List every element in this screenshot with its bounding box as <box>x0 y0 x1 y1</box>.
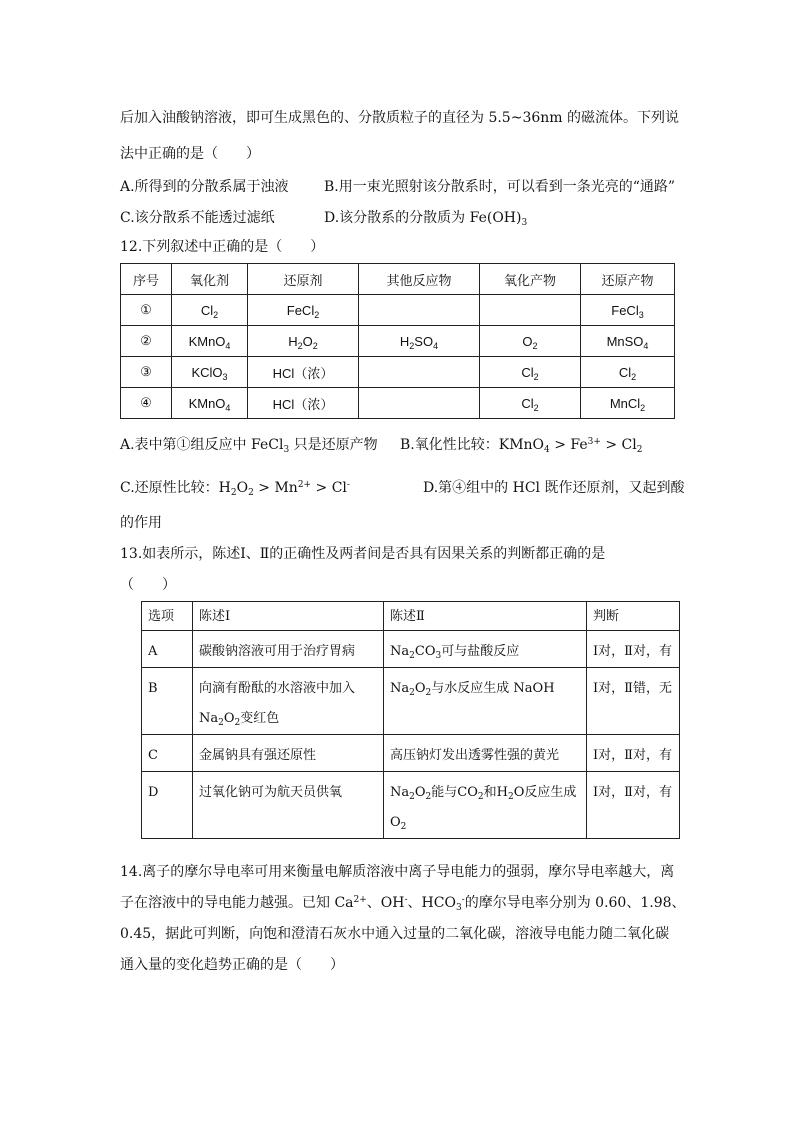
q11-stem-line2: 法中正确的是（ ） <box>120 146 260 162</box>
table-cell: 高压钠灯发出透雾性强的黄光 <box>384 735 587 772</box>
table-cell: $Cl_2$ <box>480 388 581 419</box>
q12-option-d-line1: D.第④组中的 HCl 既作还原剂，又起到酸 <box>423 480 685 496</box>
table-cell: KMnO$_4$ <box>172 326 248 357</box>
table-cell: ③ <box>121 357 172 388</box>
col-header: 选项 <box>142 602 193 631</box>
q14-line3: 0.45，据此可判断，向饱和澄清石灰水中通入过量的二氧化碳，溶液导电能力随二氧化碳 <box>120 926 670 942</box>
q11-option-b: B.用一束光照射该分散系时，可以看到一条光亮的“通路” <box>324 179 676 195</box>
q12-stem: 12.下列叙述中正确的是（ ） <box>120 239 325 255</box>
q13-table <box>141 601 680 839</box>
table-row <box>142 631 680 668</box>
q12-option-b: B.氧化性比较：KMnO$_4$ > $Fe^{3+} > Cl_2$ <box>400 437 643 455</box>
table-cell: Ⅰ对，Ⅱ对，有 <box>587 631 680 668</box>
table-cell: $H_2SO_4$ <box>359 326 480 357</box>
col-header: 氧化剂 <box>172 264 248 295</box>
table-row <box>142 735 680 772</box>
table-row <box>121 357 675 388</box>
q12-table <box>120 263 675 419</box>
table-cell: FeCl$_2$ <box>248 295 359 326</box>
table-row <box>121 388 675 419</box>
q14-line2: 子在溶液中的导电能力越强。已知 $Ca^{2+}$、OH-、$HCO_3^-$的摩尔导电率分别为 0.60、1.98、 <box>120 895 686 913</box>
col-header: 序号 <box>121 264 172 295</box>
table-cell: Ⅰ对，Ⅱ对，有 <box>587 735 680 772</box>
table-cell: ② <box>121 326 172 357</box>
table-cell: $Na_2CO_3$可与盐酸反应 <box>384 631 587 668</box>
table-cell: $Cl_2$ <box>172 295 248 326</box>
table-cell: $Cl_2$ <box>480 357 581 388</box>
col-header: 陈述Ⅰ <box>193 602 384 631</box>
q14-line1: 14.离子的摩尔导电率可用来衡量电解质溶液中离子导电能力的强弱，摩尔导电率越大，离 <box>120 864 675 880</box>
col-header: 氧化产物 <box>480 264 581 295</box>
table-cell <box>359 357 480 388</box>
table-header-row <box>142 602 680 631</box>
table-cell <box>480 295 581 326</box>
table-cell: HCl（浓） <box>248 388 359 419</box>
table-cell: $Na_2O_2$能与$CO_2$和$H_2O$反应生成$O_2$ <box>384 772 587 839</box>
table-cell: 金属钠具有强还原性 <box>193 735 384 772</box>
q11-option-d: D.该分散系的分散质为 $Fe(OH)_3$ <box>324 210 528 228</box>
table-cell: $H_2O_2$ <box>248 326 359 357</box>
table-cell: KMnO$_4$ <box>172 388 248 419</box>
table-cell <box>359 388 480 419</box>
q12-option-a: A.表中第①组反应中 FeCl$_3$ 只是还原产物 <box>120 437 378 455</box>
table-cell: ① <box>121 295 172 326</box>
table-cell: $Na_2O_2$与水反应生成 NaOH <box>384 668 587 735</box>
q14-line4: 通入量的变化趋势正确的是（ ） <box>120 957 344 973</box>
q13-stem: 13.如表所示，陈述Ⅰ、Ⅱ的正确性及两者间是否具有因果关系的判断都正确的是 <box>120 546 606 562</box>
table-cell: ④ <box>121 388 172 419</box>
col-header: 判断 <box>587 602 680 631</box>
table-cell: Ⅰ对，Ⅱ错，无 <box>587 668 680 735</box>
table-cell: KClO$_3$ <box>172 357 248 388</box>
q13-answer-paren: （ ） <box>120 577 176 593</box>
table-row <box>121 295 675 326</box>
col-header: 还原产物 <box>581 264 675 295</box>
col-header: 其他反应物 <box>359 264 480 295</box>
table-cell: C <box>142 735 193 772</box>
col-header: 陈述Ⅱ <box>384 602 587 631</box>
table-cell: A <box>142 631 193 668</box>
q12-option-d-line2: 的作用 <box>120 515 162 531</box>
table-cell: MnCl$_2$ <box>581 388 675 419</box>
q11-option-a: A.所得到的分散系属于浊液 <box>120 179 289 195</box>
table-cell: FeCl$_3$ <box>581 295 675 326</box>
table-cell: D <box>142 772 193 839</box>
table-cell: $O_2$ <box>480 326 581 357</box>
q11-option-c: C.该分散系不能透过滤纸 <box>120 210 275 226</box>
table-row <box>142 772 680 839</box>
table-row <box>142 668 680 735</box>
table-cell: Ⅰ对，Ⅱ对，有 <box>587 772 680 839</box>
table-header-row <box>121 264 675 295</box>
q12-option-c: C.还原性比较：$H_2O_2 > Mn^{2+} > Cl^-$ <box>120 480 350 498</box>
table-cell: MnSO$_4$ <box>581 326 675 357</box>
table-cell: 碳酸钠溶液可用于治疗胃病 <box>193 631 384 668</box>
table-cell: $Cl_2$ <box>581 357 675 388</box>
q11-stem-line1: 后加入油酸钠溶液，即可生成黑色的、分散质粒子的直径为 5.5~36nm 的磁流体。下列说 <box>120 110 679 126</box>
table-row <box>121 326 675 357</box>
table-cell <box>359 295 480 326</box>
table-cell: HCl（浓） <box>248 357 359 388</box>
table-cell: B <box>142 668 193 735</box>
table-cell: 向滴有酚酞的水溶液中加入$Na_2O_2$变红色 <box>193 668 384 735</box>
table-cell: 过氧化钠可为航天员供氧 <box>193 772 384 839</box>
col-header: 还原剂 <box>248 264 359 295</box>
